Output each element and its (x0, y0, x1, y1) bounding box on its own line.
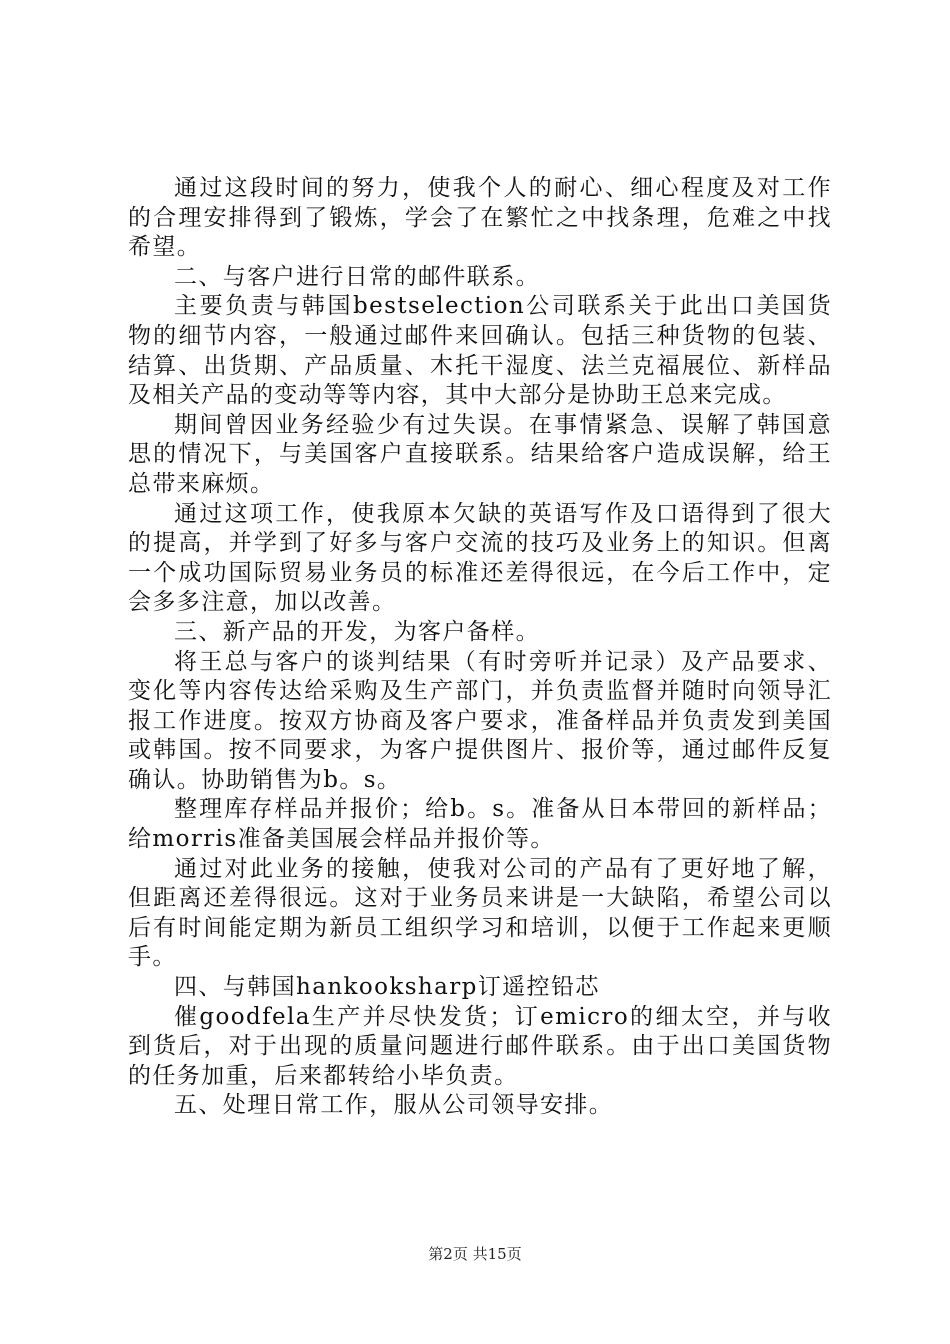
page-number-footer: 第2页 共15页 (428, 1245, 522, 1263)
paragraph: 期间曾因业务经验少有过失误。在事情紧急、误解了韩国意思的情况下，与美国客户直接联系。结果给客户造成误解，给王总带来麻烦。 (128, 411, 832, 497)
section-heading: 四、与韩国hankooksharp订遥控铅芯 (174, 974, 600, 1001)
paragraph: 整理库存样品并报价；给b。s。准备从日本带回的新样品；给morris准备美国展会样品并报价等。 (128, 796, 832, 853)
paragraph: 通过对此业务的接触，使我对公司的产品有了更好地了解，但距离还差得很远。这对于业务员来讲是一大缺陷，希望公司以后有时间能定期为新员工组织学习和培训，以便于工作起来更顺手。 (128, 855, 832, 971)
paragraph: 通过这项工作，使我原本欠缺的英语写作及口语得到了很大的提高，并学到了好多与客户交流的技巧及业务上的知识。但离一个成功国际贸易业务员的标准还差得很远，在今后工作中，定会多多注意，加以改善。 (128, 500, 832, 616)
paragraph: 催goodfela生产并尽快发货；订emicro的细太空，并与收到货后，对于出现的质量问题进行邮件联系。由于出口美国货物的任务加重，后来都转给小毕负责。 (128, 1003, 832, 1089)
document-body (128, 174, 832, 1121)
section-heading: 三、新产品的开发，为客户备样。 (174, 618, 540, 645)
paragraph: 通过这段时间的努力，使我个人的耐心、细心程度及对工作的合理安排得到了锻炼，学会了在繁忙之中找条理，危难之中找希望。 (128, 175, 832, 261)
paragraph: 将王总与客户的谈判结果（有时旁听并记录）及产品要求、变化等内容传达给采购及生产部门，并负责监督并随时向领导汇报工作进度。按双方协商及客户要求，准备样品并负责发到美国或韩国。按不同要求，为客户提供图片、报价等，通过邮件反复确认。协助销售为b。s。 (128, 648, 832, 793)
paragraph: 主要负责与韩国bestselection公司联系关于此出口美国货物的细节内容，一般通过邮件来回确认。包括三种货物的包装、结算、出货期、产品质量、木托干湿度、法兰克福展位、新样品及相关产品的变动等等内容，其中大部分是协助王总来完成。 (128, 293, 832, 409)
section-heading: 五、处理日常工作，服从公司领导安排。 (174, 1092, 614, 1119)
section-heading: 二、与客户进行日常的邮件联系。 (174, 263, 540, 290)
